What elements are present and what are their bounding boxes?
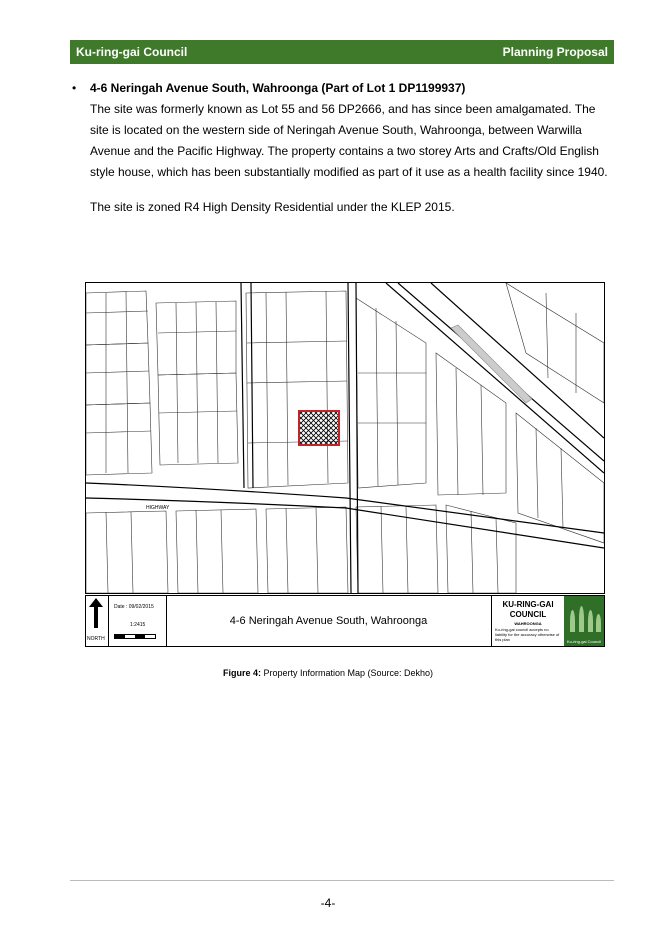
figure-caption [0, 668, 656, 678]
section-heading: 4-6 Neringah Avenue South, Wahroonga (Part of Lot 1 DP1199937) [90, 81, 466, 95]
figure-caption-text: Property Information Map (Source: Dekho) [260, 668, 434, 678]
north-arrow [86, 596, 109, 646]
council-logo [564, 596, 604, 646]
map-metadata [108, 596, 167, 646]
cadastral-map-drawing [86, 283, 604, 593]
site-description-paragraph: The site was formerly known as Lot 55 and 56 DP2666, and has since been amalgamated. The site is located on the western side of Neringah Avenue South, Wahroonga, between Warwilla Avenue and the Pacific Highway. The property contains a two storey Arts and Crafts/Old English style house, which has been substantially modified as part of it use as a health facility since 1940. [90, 102, 608, 179]
page-header [70, 40, 614, 64]
header-document-title: Planning Proposal [502, 45, 608, 59]
figure-label: Figure 4: [222, 668, 261, 678]
council-name: KU-RING-GAI COUNCIL [502, 600, 554, 619]
north-label: NORTH [87, 636, 105, 642]
map-legend [85, 595, 605, 647]
bullet-marker: • [72, 81, 77, 95]
lot-boundaries [86, 283, 604, 593]
header-council-name: Ku-ring-gai Council [76, 45, 188, 59]
council-block [491, 596, 565, 646]
map-title: 4-6 Neringah Avenue South, Wahroonga [229, 615, 428, 627]
roads [86, 283, 604, 593]
map-disclaimer: Ku-ring-gai council accepts no liability for the accuracy otherwise of this plan [495, 627, 560, 642]
property-map [85, 282, 605, 594]
scale-bar [114, 634, 156, 639]
north-arrow-shaft [94, 604, 98, 628]
tree-icon [570, 610, 575, 632]
tree-icon [579, 606, 584, 632]
page-number: -4- [320, 896, 336, 910]
council-suburb: WAHROONGA [514, 621, 542, 626]
zoning-paragraph: The site is zoned R4 High Density Residential under the KLEP 2015. [90, 200, 455, 214]
section-body [72, 78, 610, 218]
tree-icon [588, 610, 593, 632]
map-date: Date : 09/02/2015 [114, 604, 154, 610]
footer-divider [70, 880, 614, 881]
tree-icon [596, 614, 601, 632]
map-scale: 1:2415 [130, 622, 146, 628]
street-label-highway: HIGHWAY [146, 505, 170, 511]
logo-text: Ku-ring-gai Council [566, 639, 601, 644]
subject-site-marker [299, 411, 339, 445]
